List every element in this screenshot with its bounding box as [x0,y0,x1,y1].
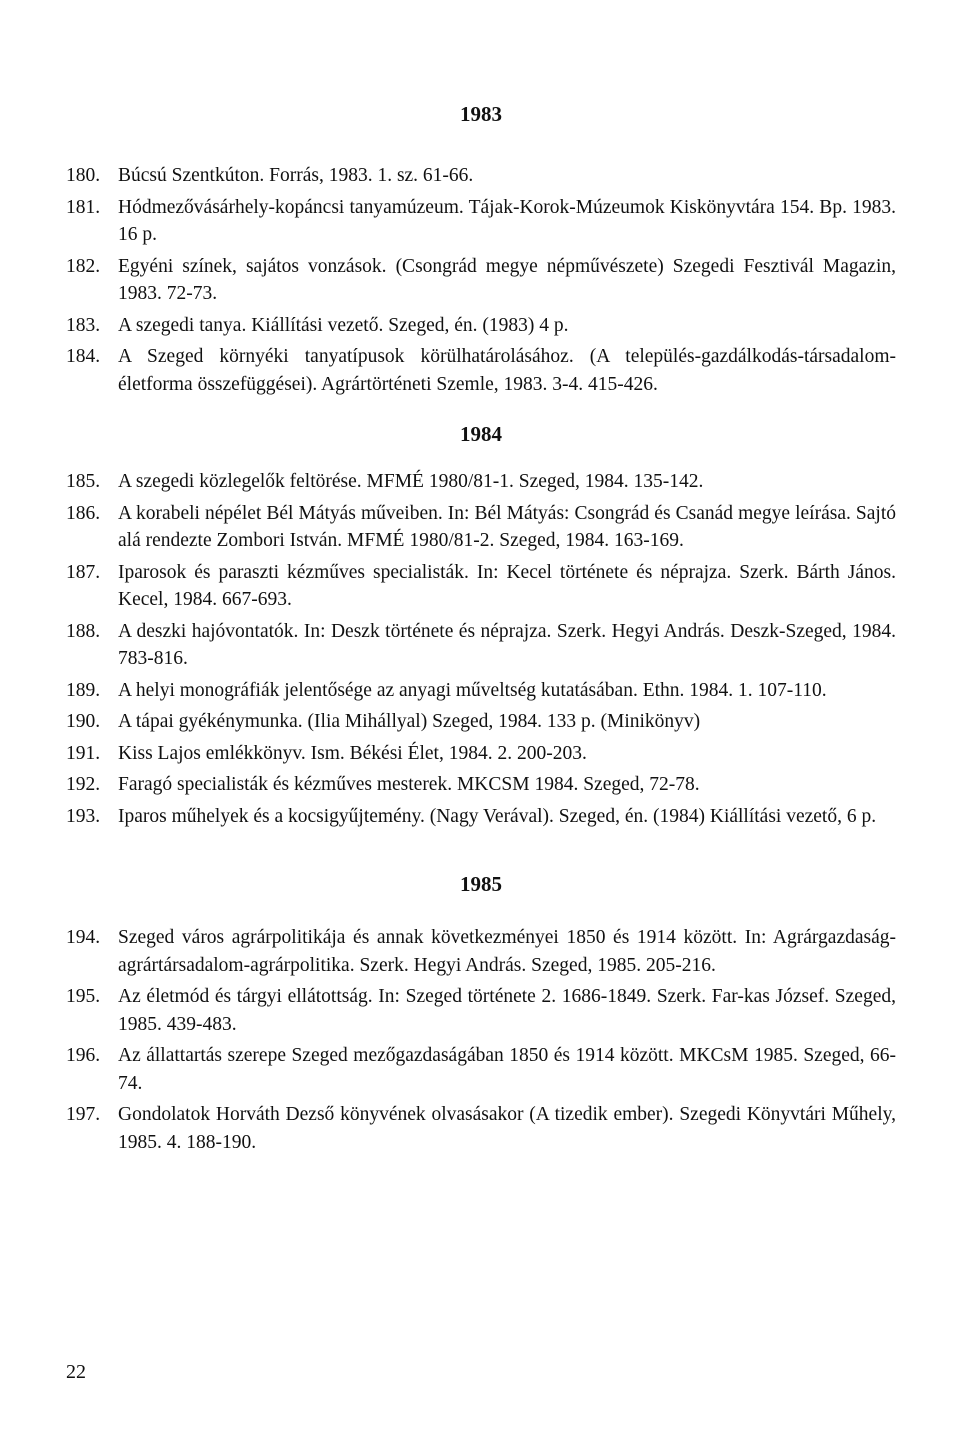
entry-number: 190. [66,711,101,732]
entry-text: A korabeli népélet Bél Mátyás műveiben. In: Bél Mátyás: Csongrád és Csanád megye leírása. Sajtó alá rendezte Zombori István. MFMÉ 1980/81-2. Szeged, 1984. 163-169. [118,502,896,551]
entry-number: 187. [66,561,101,583]
entry-194 [66,924,896,979]
entry-number: 195. [66,986,101,1007]
year-heading-1984: 1984 [460,422,502,446]
entry-text: Hódmezővásárhely-kopáncsi tanyamúzeum. Tájak-Korok-Múzeumok Kiskönyvtára 154. Bp. 1983. 16 p. [118,196,896,245]
entry-number: 188. [66,620,101,642]
entry-number: 196. [66,1045,101,1066]
entry-text: A szegedi tanya. Kiállítási vezető. Szeged, én. (1983) 4 p. [118,314,569,336]
entry-187 [66,559,896,614]
entry-197 [66,1101,896,1156]
entry-191 [66,740,896,768]
entry-number: 191. [66,742,101,764]
entry-number: 192. [66,774,101,795]
entry-text: Az életmód és tárgyi ellátottság. In: Szeged története 2. 1686-1849. Szerk. Far-kas József. Szeged, 1985. 439-483. [118,986,896,1035]
entry-text: Gondolatok Horváth Dezső könyvének olvasásakor (A tizedik ember). Szegedi Könyvtári Műhely, 1985. 4. 188-190. [118,1104,896,1153]
entry-number: 197. [66,1104,101,1125]
entry-196 [66,1042,896,1097]
entry-180 [66,162,896,190]
entry-text: Szeged város agrárpolitikája és annak következményei 1850 és 1914 között. In: Agrárgazdaság-agrártársadalom-agrárpolitika. Szerk. Hegyi András. Szeged, 1985. 205-216. [118,927,896,976]
entry-189 [66,677,896,705]
entry-188 [66,618,896,673]
entry-text: A Szeged környéki tanyatípusok körülhatárolásához. (A település-gazdálkodás-társadalom-életforma összefüggései). Agrártörténeti Szemle, 1983. 3-4. 415-426. [118,346,896,395]
entry-182 [66,253,896,308]
entry-text: Faragó specialisták és kézműves mesterek. MKCSM 1984. Szeged, 72-78. [118,774,700,795]
entry-185 [66,468,896,496]
entry-195 [66,983,896,1038]
entry-184 [66,343,896,398]
entry-193 [66,803,896,831]
entry-181 [66,194,896,249]
bibliography-content [66,100,896,1160]
entry-text: Iparosok és paraszti kézműves specialisták. In: Kecel története és néprajza. Szerk. Bárth János. Kecel, 1984. 667-693. [118,561,896,610]
entry-183 [66,312,896,340]
page-number: 22 [66,1361,86,1383]
entry-number: 185. [66,471,101,492]
entry-number: 183. [66,314,101,336]
entry-text: A tápai gyékénymunka. (Ilia Mihállyal) Szeged, 1984. 133 p. (Minikönyv) [118,711,701,732]
entry-text: A deszki hajóvontatók. In: Deszk története és néprajza. Szerk. Hegyi András. Deszk-Szeged, 1984. 783-816. [118,620,896,669]
entry-number: 184. [66,346,101,367]
entry-text: A szegedi közlegelők feltörése. MFMÉ 1980/81-1. Szeged, 1984. 135-142. [118,471,704,492]
entry-186 [66,500,896,555]
entry-number: 180. [66,165,101,186]
entry-text: A helyi monográfiák jelentősége az anyagi műveltség kutatásában. Ethn. 1984. 1. 107-110. [118,679,827,701]
year-heading-1983: 1983 [460,102,502,126]
entry-number: 194. [66,927,101,948]
entry-text: Iparos műhelyek és a kocsigyűjtemény. (Nagy Verával). Szeged, én. (1984) Kiállítási vezető, 6 p. [118,805,877,827]
entry-text: Az állattartás szerepe Szeged mezőgazdaságában 1850 és 1914 között. MKCsM 1985. Szeged, 66-74. [118,1045,896,1094]
entry-number: 189. [66,679,101,701]
entry-text: Kiss Lajos emlékkönyv. Ism. Békési Élet, 1984. 2. 200-203. [118,742,587,764]
entry-number: 193. [66,805,101,827]
entry-number: 181. [66,196,101,218]
entry-number: 186. [66,502,101,524]
entry-text: Egyéni színek, sajátos vonzások. (Csongrád megye népművészete) Szegedi Fesztivál Magazin, 1983. 72-73. [118,255,896,304]
entry-number: 182. [66,255,101,277]
year-heading-1985: 1985 [460,872,502,896]
entry-text: Búcsú Szentkúton. Forrás, 1983. 1. sz. 61-66. [118,165,474,186]
entry-190 [66,708,896,736]
entry-192 [66,771,896,799]
